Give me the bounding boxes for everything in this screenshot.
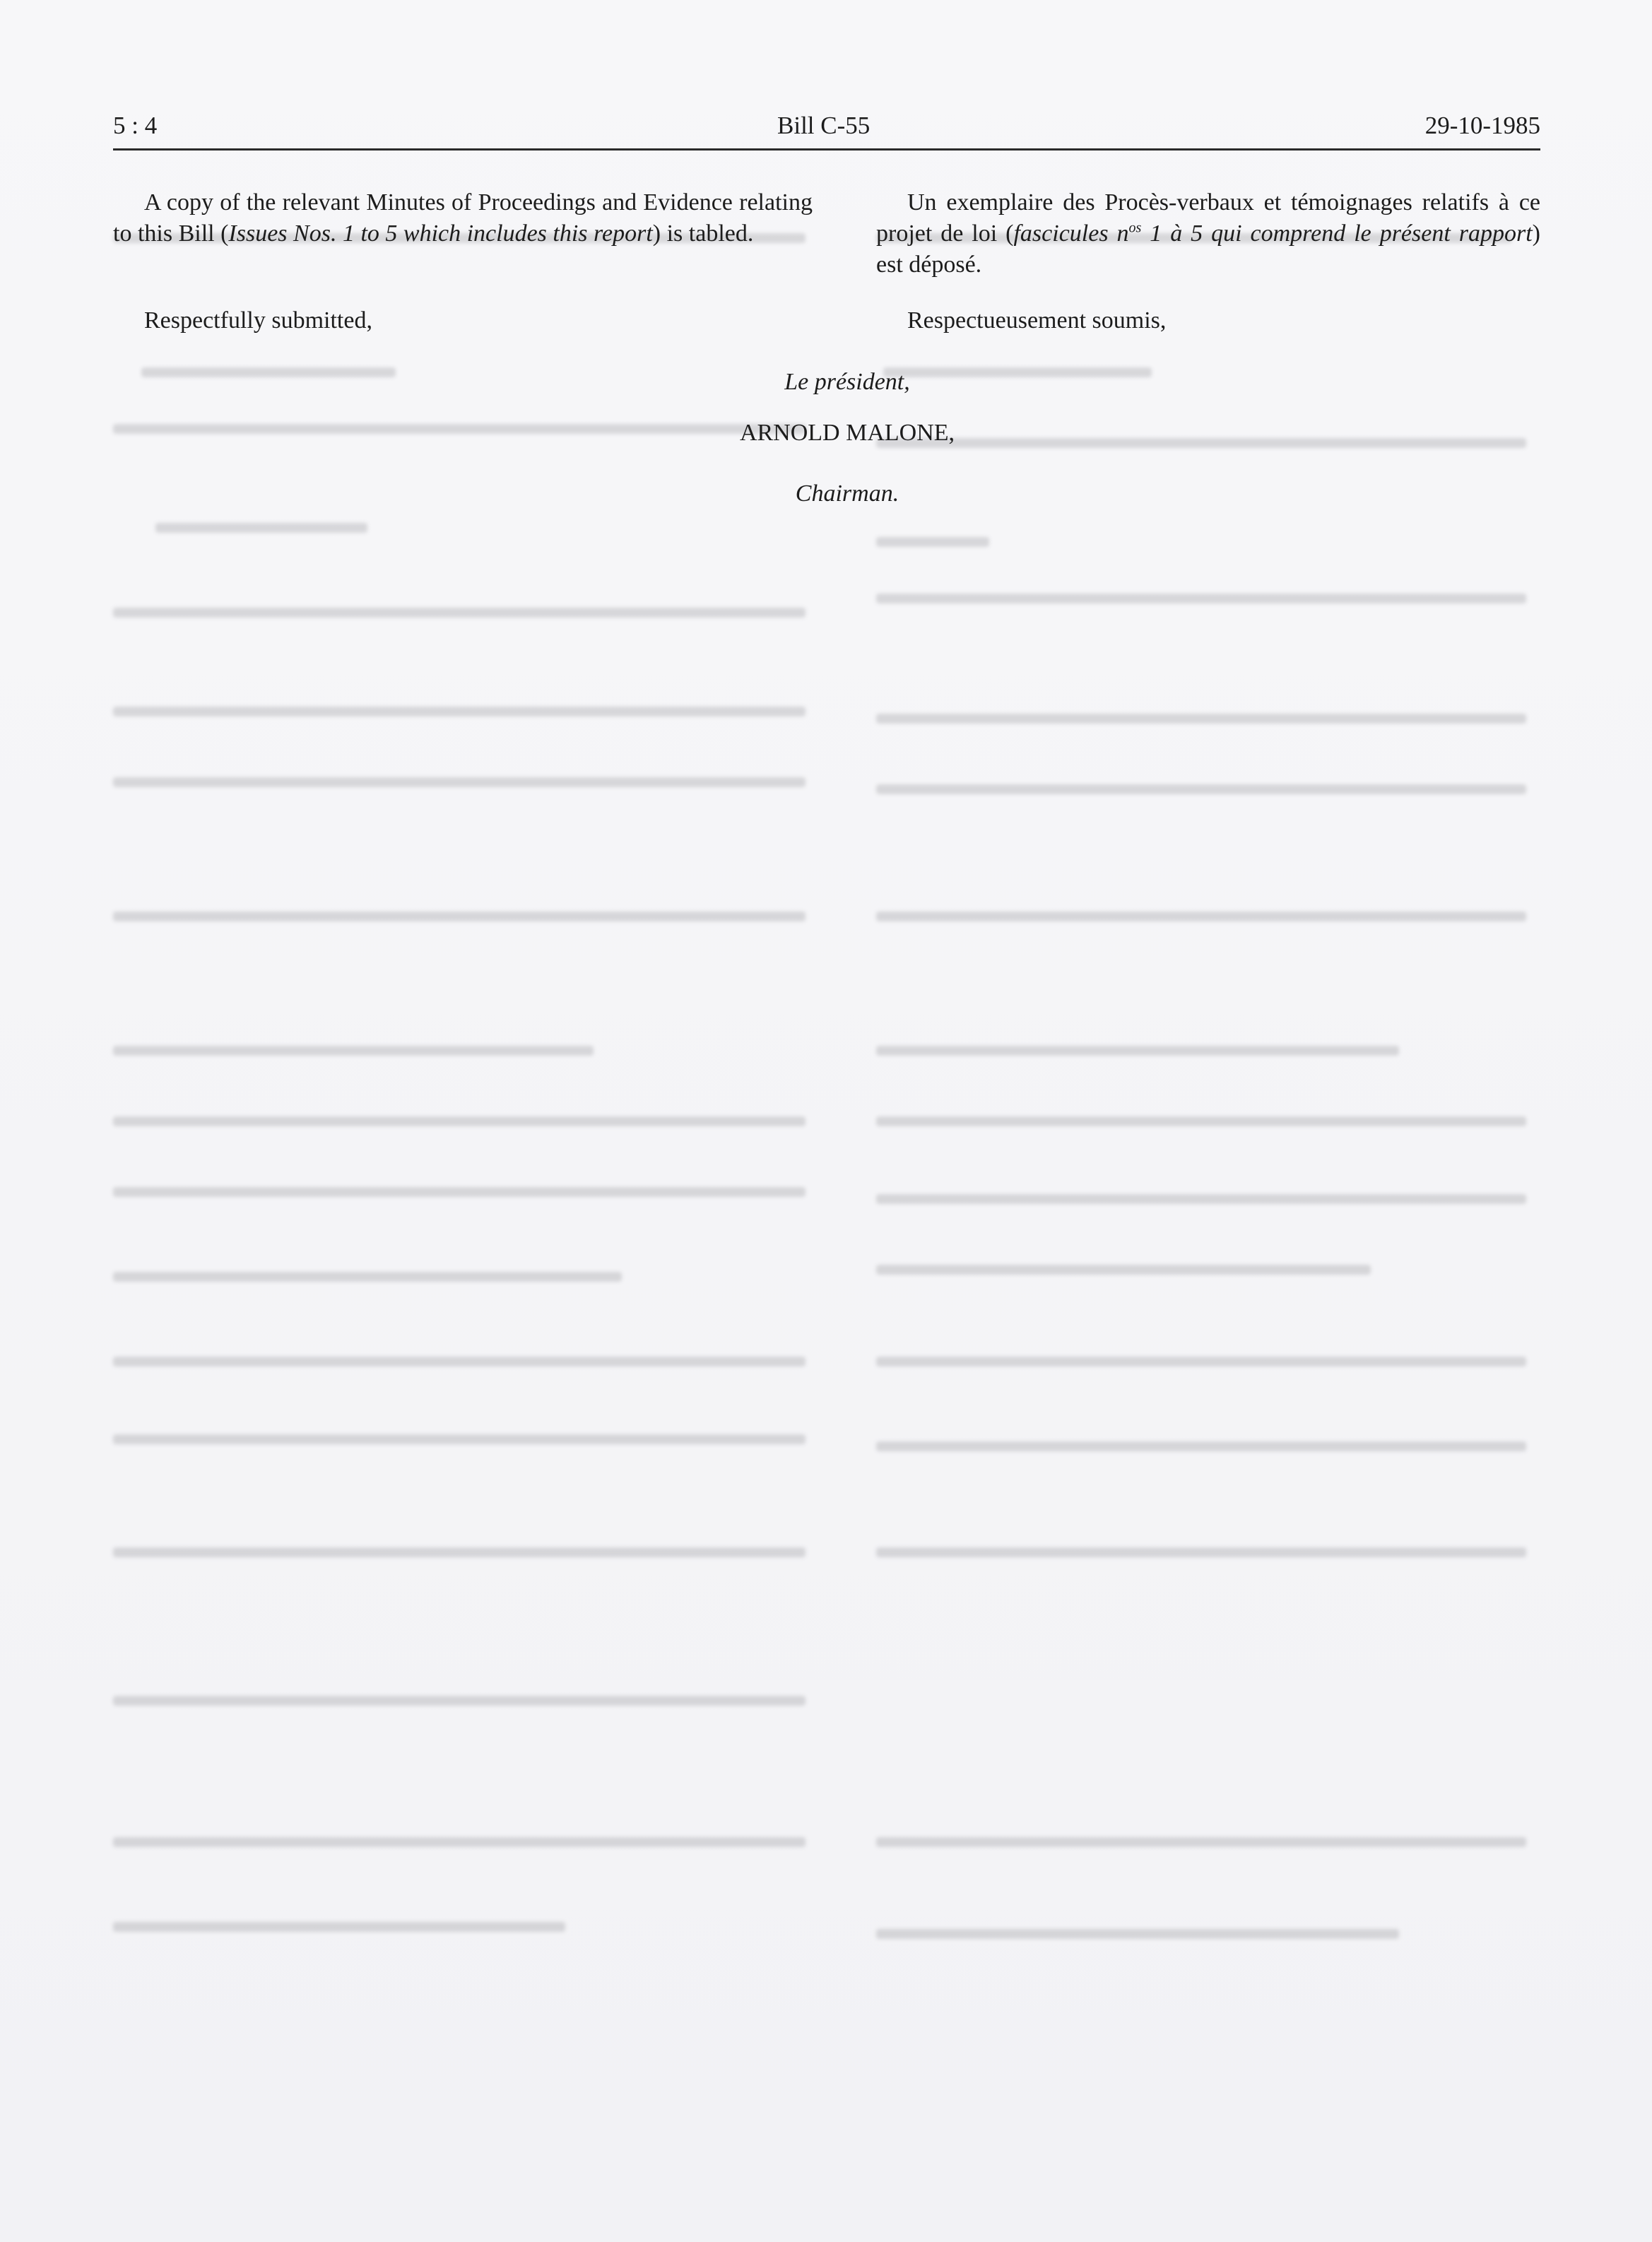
respectueusement-soumis: Respectueusement soumis, <box>907 307 1167 334</box>
page-number: 5 : 4 <box>113 112 158 139</box>
signature-title-en: Chairman. <box>795 480 899 507</box>
french-column <box>876 187 1540 281</box>
tabling-paragraph-en: A copy of the relevant Minutes of Proceedings and Evidence relating to this Bill (Issues Nos. 1 to 5 which includes this report) is tabled. <box>113 189 813 247</box>
respectfully-submitted: Respectfully submitted, <box>144 307 372 334</box>
header-date: 29-10-1985 <box>1424 112 1540 139</box>
running-header <box>113 112 1540 154</box>
signature-name: ARNOLD MALONE, <box>739 420 955 446</box>
tabling-paragraph-fr: Un exemplaire des Procès-verbaux et témoignages relatifs à ce projet de loi (fascicules $n^{os}$ 1 à 5 qui comprend le présent rapport) est déposé. <box>876 189 1540 278</box>
signature-title-fr: Le président, <box>784 369 910 395</box>
header-divider <box>113 148 1540 151</box>
bill-title: Bill C-55 <box>777 112 871 139</box>
english-column <box>113 187 813 249</box>
